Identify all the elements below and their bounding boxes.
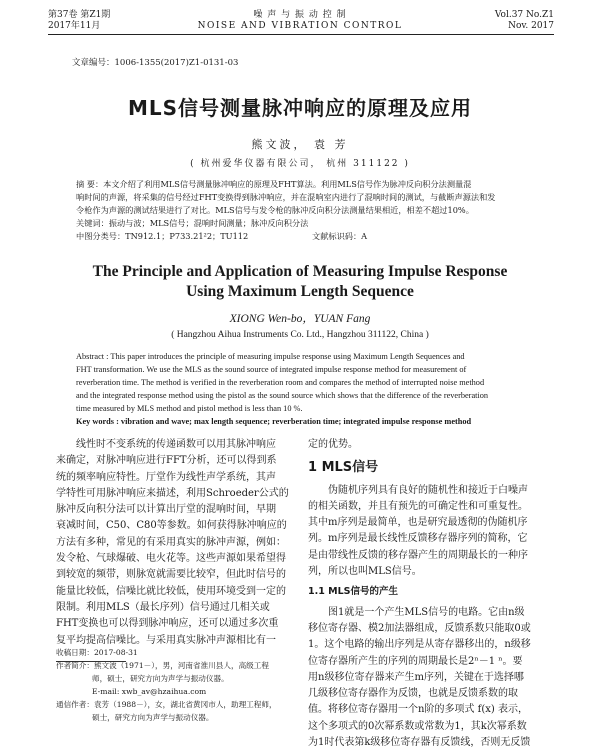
abstract-en-line: time measured by MLS method and pistol method is less than 10 %. xyxy=(76,404,303,413)
paragraph-line: 位寄存器所产生的序列的周期最长是2ⁿ－1 ⁿ。要 xyxy=(308,655,523,667)
abstract-en-line: FHT transformation. We use the MLS as the sound source of integrated impulse response method for measurement of xyxy=(76,365,467,374)
paragraph-line: 几级移位寄存器作为反馈，也就是反馈系数的取 xyxy=(308,688,518,700)
paragraph-line: 发令枪、气球爆破、电火花等。这些声源如果希望得 xyxy=(56,553,286,565)
paragraph-line: 移位寄存器、模2加法器组成，反馈系数只能取0或 xyxy=(308,622,531,634)
affiliation-en: ( Hangzhou Aihua Instruments Co. Ltd., Hangzhou 311122, China ) xyxy=(171,330,429,340)
header-journal-cn: 噪 声 与 振 动 控 制 xyxy=(253,10,347,20)
title-en-line: Using Maximum Length Sequence xyxy=(186,283,414,300)
paragraph-line: 的相关函数，并且有预先的可确定性和可重复性。 xyxy=(308,500,528,512)
article-number: 文章编号：1006-1355(2017)Z1-0131-03 xyxy=(72,58,239,68)
header-date-en: Nov. 2017 xyxy=(508,21,554,31)
paragraph-line: 值。将移位寄存器用一个n阶的多项式 f(x) 表示， xyxy=(308,704,528,716)
footnote-line: 通信作者：袁芳（1988－），女，湖北省黄冈市人，助理工程师， xyxy=(56,700,277,709)
body-right-column xyxy=(308,437,552,751)
footnote xyxy=(56,646,300,724)
footnote-line: 收稿日期：2017-08-31 xyxy=(56,648,138,657)
paragraph-line: 图1就是一个产生MLS信号的电路。它由n级 xyxy=(328,606,525,618)
paragraph-line: 为1时代表第k级移位寄存器有反馈线，否则无反馈 xyxy=(308,737,531,749)
document-code: 文献标识码：A xyxy=(312,231,368,241)
abstract-cn-line: 令枪作为声源的测试结果进行了对比。MLS信号与发令枪的脉冲反向积分法测量结果相近，相差不超过10%。 xyxy=(76,205,474,215)
paragraph-line: 是由带线性反馈的移存器产生的周期最长的一种序 xyxy=(308,549,528,561)
paragraph-line: 1。这个电路的输出序列是从寄存器移出的，n级移 xyxy=(308,639,531,651)
footnote-line: 作者简介：熊文波（1971－），男，河南省淮川县人，高级工程 xyxy=(56,661,269,670)
footnote-line: 师，硕士，研究方向为声学与振动仪器。 xyxy=(92,674,229,683)
authors-cn: 熊文波， 袁 芳 xyxy=(251,138,349,151)
paragraph-line: 方法有多种，常见的有采用真实的脉冲声源，例如： xyxy=(56,536,286,548)
clc-number: 中图分类号：TN912.1；P733.21²2；TU112 xyxy=(76,231,249,241)
paragraph-line: 其中m序列是最简单，也是研究最透彻的伪随机序 xyxy=(308,517,528,529)
paragraph-line: 能量比较低，信噪比就比较低，使用环境受到一定的 xyxy=(56,585,286,597)
paragraph-line: 线性时不变系统的传递函数可以用其脉冲响应 xyxy=(76,439,276,450)
abstract-cn-line: 摘 要：本文介绍了利用MLS信号测量脉冲响应的原理及FHT算法。利用MLS信号作为脉冲反向积分法测量混 xyxy=(76,179,472,189)
abstract-en-line: Abstract : This paper introduces the principle of measuring impulse response using Maximum Length Sequences and xyxy=(76,352,465,361)
abstract-cn-line: 响时间的声源，将采集的信号经过FHT变换得到脉冲响应，并在混响室内进行了混响时间的测试，与截断声源法和发 xyxy=(76,192,496,202)
paragraph-line: 统的频率响应特性。厅堂作为线性声学系统，其声 xyxy=(56,471,276,483)
paragraph-line: 脉冲反向积分法可以计算出厅堂的混响时间，早期 xyxy=(56,504,276,516)
authors-en: XIONG Wen-bo，YUAN Fang xyxy=(229,313,371,325)
paragraph-line: 复平均提高信噪比。与采用真实脉冲声源相比有一 xyxy=(56,634,276,646)
paragraph-line: 到较宽的频带，则脉宽就需要比较窄，但此时信号的 xyxy=(56,569,286,581)
abstract-en xyxy=(76,350,542,428)
header-rule xyxy=(48,34,554,35)
footnote-line: 硕士，研究方向为声学与振动仪器。 xyxy=(92,713,214,722)
keywords-cn: 关键词：振动与波；MLS信号；混响时间测量；脉冲反向积分法 xyxy=(76,218,309,228)
paragraph-line: 列。m序列是最长线性反馈移存器序列的简称，它 xyxy=(308,533,528,545)
title-en xyxy=(40,262,560,302)
paragraph-line: 用n级移位寄存器来产生m序列，关键在于选择哪 xyxy=(308,671,524,683)
abstract-cn xyxy=(76,178,542,243)
title-cn: MLS信号测量脉冲响应的原理及应用 xyxy=(127,96,473,120)
affiliation-cn: ( 杭州爱华仪器有限公司， 杭州 311122 ) xyxy=(190,159,410,169)
paragraph-line: 限制。利用MLS（最长序列）信号通过几相关或 xyxy=(56,601,270,613)
paragraph-line: 来确定，对脉冲响应进行FFT分析，还可以得到系 xyxy=(56,455,277,467)
title-en-line: The Principle and Application of Measuring Impulse Response xyxy=(92,263,508,280)
footnote-email: E-mail: xwb_av@hzaihua.com xyxy=(92,687,207,696)
header-vol-cn: 第37卷 第Z1期 xyxy=(48,10,111,20)
keywords-en: Key words : vibration and wave; max length sequence; reverberation time; integrated impulse response method xyxy=(76,417,472,426)
paragraph-line: 衰减时间，C50、C80等参数。如何获得脉冲响应的 xyxy=(56,520,287,532)
paragraph-line: 这个多项式的0次幂系数或常数为1，其k次幂系数 xyxy=(308,720,527,732)
header-journal-en: NOISE AND VIBRATION CONTROL xyxy=(197,21,403,31)
paragraph-line: FHT变换也可以得到脉冲响应，还可以通过多次重 xyxy=(56,618,279,630)
section-heading: 1 MLS信号 xyxy=(308,460,379,476)
paragraph-line: 学特性可用脉冲响应来描述，利用Schroeder公式的 xyxy=(56,487,289,499)
paragraph-line: 定的优势。 xyxy=(308,439,358,450)
body-left-column xyxy=(56,437,296,649)
paragraph-line: 列，所以也叫MLS信号。 xyxy=(308,566,422,578)
abstract-en-line: and the integrated response method using the pistol as the sound source which shows that the difference of the reverberation xyxy=(76,391,489,400)
paragraph-line: 伪随机序列具有良好的随机性和接近于白噪声 xyxy=(328,484,528,496)
header-date-cn: 2017年11月 xyxy=(48,21,101,31)
header-vol-en: Vol.37 No.Z1 xyxy=(494,10,554,20)
abstract-en-line: reverberation time. The method is verified in the reverberation room and compares the method of interrupted noise method xyxy=(76,378,485,387)
subsection-heading: 1.1 MLS信号的产生 xyxy=(308,586,398,598)
